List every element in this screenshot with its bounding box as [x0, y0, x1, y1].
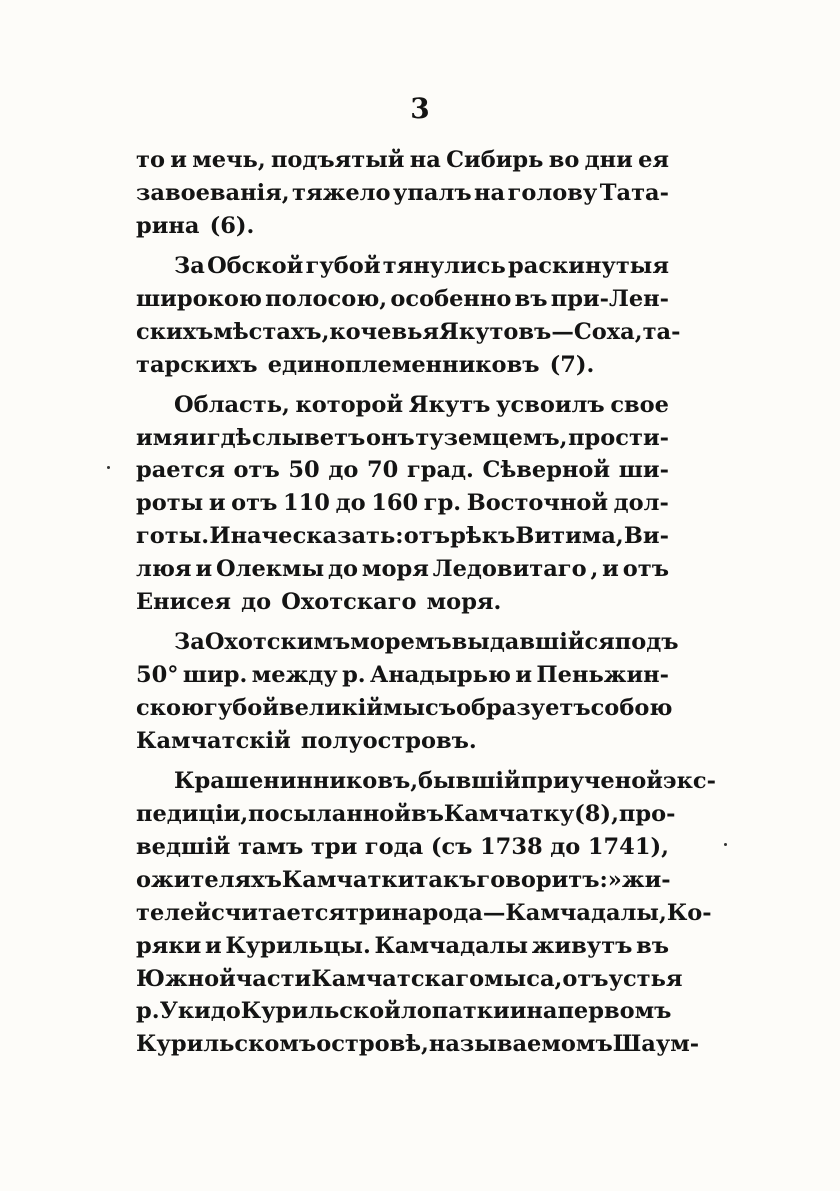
text-line [136, 798, 676, 831]
word: первомъ [557, 998, 672, 1025]
word: роты [136, 490, 204, 517]
word: Якутъ [408, 391, 491, 418]
word: губой [305, 252, 381, 279]
word: Пеньжин- [536, 662, 669, 689]
word: слыветъ [252, 424, 366, 451]
word: полуостровъ. [300, 727, 477, 754]
word: туземцемъ, [415, 424, 568, 451]
word: моря. [426, 589, 502, 616]
word: Ви- [623, 523, 669, 550]
word: моря [361, 556, 429, 583]
word: между [251, 662, 338, 689]
word: моремъ [350, 629, 452, 656]
word: 1738 [480, 833, 543, 860]
text-block [136, 144, 716, 1061]
word: Камчадалы [374, 932, 529, 959]
word: Крашенинниковъ, [174, 767, 419, 794]
word: Сибирь [446, 147, 544, 173]
word: Курильцы. [225, 932, 371, 959]
word: готы. [136, 523, 210, 550]
text-line [136, 422, 669, 455]
word: и [195, 556, 213, 583]
word: до [328, 556, 359, 583]
word: (7). [549, 351, 595, 378]
word: мѣстахъ, [213, 318, 330, 345]
word: единоплеменниковъ [267, 351, 540, 378]
word: въ [410, 800, 444, 827]
word: подъ [614, 629, 679, 656]
word: Ледовитаго [432, 556, 587, 583]
word: 160 [371, 490, 419, 517]
text-line [136, 316, 681, 349]
word: широкою [136, 285, 262, 312]
word: ведшій [136, 833, 231, 860]
word: ея [638, 147, 669, 173]
word: и [208, 490, 226, 517]
word: Курильской [240, 998, 401, 1025]
word: имя [136, 424, 189, 451]
word: Иначе [209, 523, 293, 550]
word: 50 [288, 457, 320, 484]
word: три [310, 833, 358, 860]
word: ши- [618, 457, 669, 484]
word: великій [278, 695, 383, 721]
word: Камчатскаго [311, 965, 485, 992]
word: ученой [569, 767, 663, 794]
text-line [136, 250, 669, 283]
word: раскинутыя [508, 252, 669, 279]
word: (6). [209, 212, 255, 239]
word: лопатки [400, 998, 510, 1025]
word: Ко- [666, 899, 712, 926]
word: и [509, 998, 527, 1025]
word: Охотскаго [281, 589, 417, 616]
word: ряки [136, 932, 202, 959]
text-line [136, 864, 669, 897]
word: Уки [159, 998, 211, 1025]
word: Сѣверной [482, 457, 611, 484]
word: мыса, [484, 965, 563, 992]
word: р. [136, 998, 160, 1025]
text-line [136, 897, 712, 930]
word: Камчатки [281, 866, 415, 893]
word: отъ [622, 556, 669, 583]
word: подъятый [270, 147, 405, 173]
text-line [136, 995, 672, 1028]
word: Восточной [466, 490, 609, 517]
text-line [136, 210, 669, 243]
word: до [550, 833, 581, 860]
text-line [136, 487, 669, 520]
word: Енисея [136, 589, 231, 616]
word: дол- [613, 490, 669, 517]
word: устья [608, 965, 683, 992]
ink-speck [107, 466, 110, 469]
word: до [328, 457, 359, 484]
word: и [602, 556, 619, 583]
word: называемомъ [428, 1031, 613, 1058]
text-line [136, 349, 669, 382]
word: Олекмы [216, 556, 325, 583]
word: мечь, [192, 147, 266, 173]
word: жителяхъ [151, 866, 282, 893]
word: гдѣ [206, 424, 252, 451]
word: полосою, [265, 285, 388, 312]
word: посыланной [248, 800, 411, 827]
word: Тата- [599, 179, 669, 206]
word: и [204, 932, 222, 959]
text-line [136, 389, 669, 422]
word: мысъ [382, 695, 456, 721]
word: собою [590, 695, 673, 721]
text-line [136, 177, 669, 210]
text-line [136, 963, 683, 996]
word: гр. [423, 490, 462, 517]
word: выдавшійся [451, 629, 615, 656]
word: на [526, 998, 558, 1025]
word: образуетъ [456, 695, 591, 721]
word: которой [295, 391, 404, 418]
word: и [515, 662, 533, 689]
ink-speck [724, 843, 727, 846]
word: 70 [367, 457, 399, 484]
text-line [136, 692, 673, 725]
page-number: 3 [410, 92, 430, 125]
word: 50° [136, 662, 179, 689]
text-line [136, 553, 669, 586]
word: , [590, 556, 599, 583]
word: кочевья [329, 318, 439, 345]
word: про- [618, 800, 676, 827]
word: Обской [207, 252, 304, 279]
word: отъ [233, 457, 280, 484]
word: 1741), [587, 833, 669, 860]
text-line [136, 831, 669, 864]
word: Область, [174, 391, 290, 418]
word: тарскихъ [136, 351, 258, 378]
word: рина [136, 212, 200, 239]
text-line [136, 765, 716, 798]
word: рается [136, 457, 225, 484]
word: (съ [430, 833, 473, 860]
word: Южной [136, 965, 236, 992]
word: при [520, 767, 570, 794]
word: Анадырью [370, 662, 511, 689]
word: шир. [182, 662, 248, 689]
word: Витима, [515, 523, 624, 550]
word: въ [514, 285, 548, 312]
word: та- [642, 318, 681, 345]
word: говоритъ: [476, 866, 608, 893]
word: скихъ [136, 318, 214, 345]
word: дни [584, 147, 633, 173]
word: прости- [568, 424, 669, 451]
word: упалъ [393, 179, 472, 206]
word: усвоилъ [496, 391, 605, 418]
text-line [136, 520, 669, 553]
word: островѣ, [316, 1031, 429, 1058]
text-line [136, 626, 679, 659]
word: губой [204, 695, 279, 721]
word: до [241, 589, 272, 616]
word: р. [342, 662, 366, 689]
word: отъ [403, 523, 450, 550]
word: года [364, 833, 424, 860]
word: отъ [562, 965, 609, 992]
word: при-Лен- [550, 285, 669, 312]
word: За [174, 629, 205, 656]
word: на [409, 147, 441, 173]
word: За [174, 252, 205, 279]
text-line [136, 659, 669, 692]
word: тамъ [237, 833, 304, 860]
word: Камчатку [443, 800, 575, 827]
word: сказать: [292, 523, 404, 550]
word: тяжело [292, 179, 391, 206]
text-line [136, 454, 669, 487]
word: завоеванія, [136, 179, 290, 206]
word: особенно [390, 285, 512, 312]
word: Якутовъ—Соха, [438, 318, 643, 345]
word: живутъ [531, 932, 633, 959]
text-line [136, 144, 669, 177]
text-line [136, 586, 669, 619]
word: во [548, 147, 580, 173]
word: и [189, 424, 207, 451]
word: такъ [414, 866, 477, 893]
word: о [136, 866, 152, 893]
word: Охотскимъ [204, 629, 351, 656]
word: (8), [574, 800, 619, 827]
word: отъ [231, 490, 278, 517]
word: экс- [662, 767, 716, 794]
text-line [136, 283, 669, 316]
word: телей [136, 899, 212, 926]
word: народа—Камчадалы, [391, 899, 667, 926]
word: »жи- [607, 866, 671, 893]
word: град. [406, 457, 474, 484]
word: до [210, 998, 241, 1025]
word: скою [136, 695, 205, 721]
text-line [136, 930, 669, 963]
word: Курильскомъ [136, 1031, 317, 1058]
word: голову [507, 179, 598, 206]
word: до [335, 490, 366, 517]
word: 110 [283, 490, 330, 517]
word: тянулись [382, 252, 506, 279]
word: три [345, 899, 392, 926]
word: рѣкъ [450, 523, 516, 550]
word: Камчатскій [136, 727, 291, 754]
text-line [136, 725, 669, 758]
word: люя [136, 556, 192, 583]
word: на [474, 179, 506, 206]
word: въ [636, 932, 669, 959]
word: части [235, 965, 312, 992]
word: бывшій [418, 767, 521, 794]
word: и [170, 147, 187, 173]
word: Шаум- [612, 1031, 700, 1058]
word: свое [610, 391, 669, 418]
word: педиціи, [136, 800, 249, 827]
text-line [136, 1028, 700, 1061]
word: онъ [365, 424, 415, 451]
word: считается [211, 899, 346, 926]
word: то [136, 147, 165, 173]
